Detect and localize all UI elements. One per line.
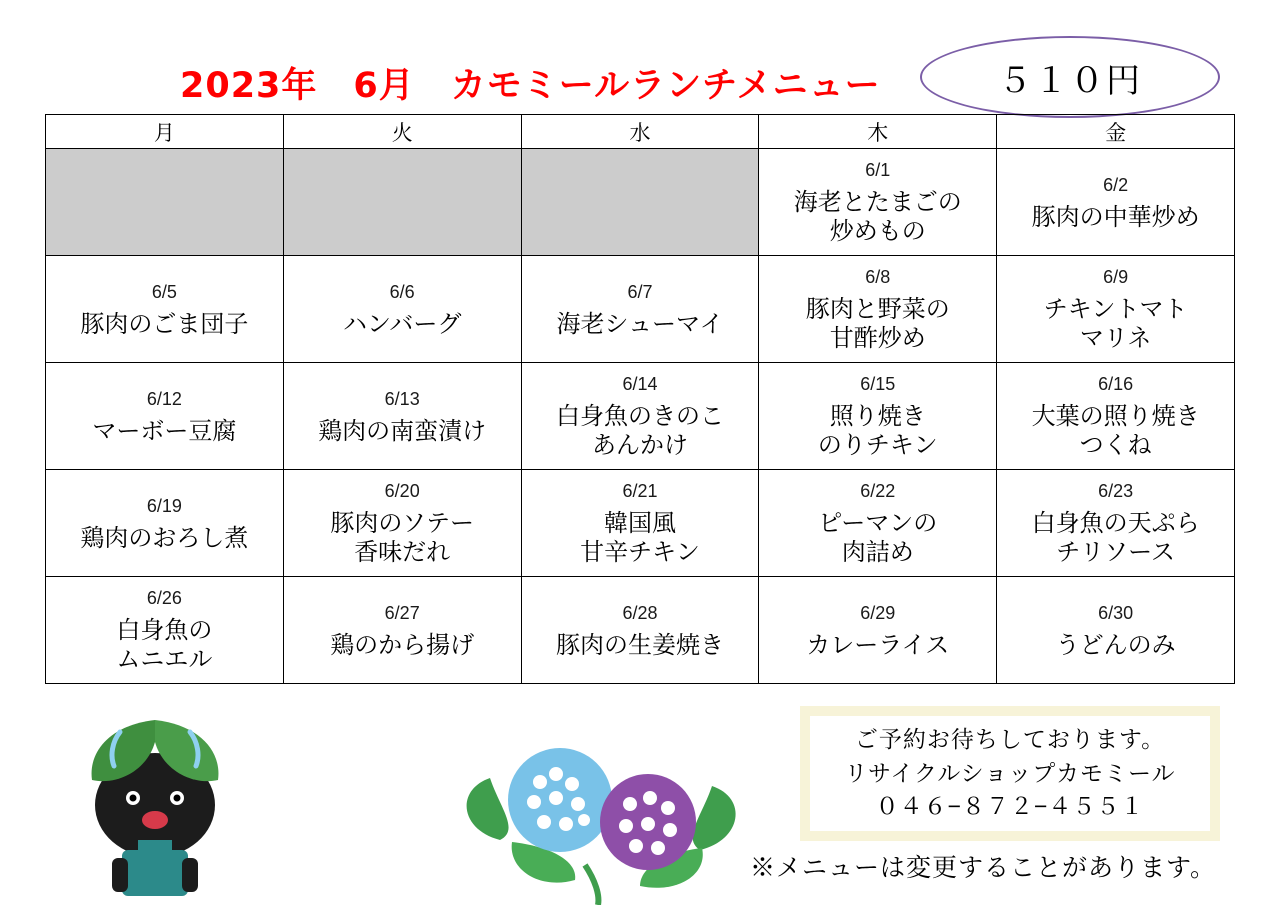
column-header-0: 月	[46, 115, 284, 149]
menu-cell-date: 6/20	[384, 481, 420, 502]
menu-cell-item: 豚肉のソテー 香味だれ	[330, 510, 474, 567]
menu-cell	[759, 256, 997, 363]
menu-cell-item: ハンバーグ	[343, 310, 462, 338]
menu-cell-date: 6/1	[865, 160, 891, 181]
menu-cell-date: 6/23	[1098, 481, 1134, 502]
table-row	[46, 256, 1235, 363]
menu-cell	[521, 470, 759, 577]
leaf-mascot-icon	[92, 720, 219, 896]
menu-cell-date: 6/14	[622, 374, 658, 395]
menu-cell-item: ピーマンの 肉詰め	[818, 510, 938, 567]
menu-cell	[759, 363, 997, 470]
contact-line-reservation: ご予約お待ちしております。	[854, 726, 1166, 753]
contact-line-phone: ０４６−８７２−４５５１	[875, 793, 1145, 820]
menu-cell-item: チキントマト マリネ	[1043, 296, 1188, 353]
hydrangea-flowers-icon	[467, 748, 736, 905]
menu-cell-item: 豚肉のごま団子	[80, 310, 249, 338]
menu-cell-date: 6/16	[1098, 374, 1134, 395]
menu-cell-date: 6/22	[860, 481, 896, 502]
menu-cell-date: 6/28	[622, 603, 658, 624]
menu-cell-item: 豚肉の中華炒め	[1031, 203, 1200, 231]
menu-cell-item: うどんのみ	[1055, 631, 1176, 659]
menu-cell-empty	[283, 149, 521, 256]
menu-cell-date: 6/19	[146, 496, 182, 517]
menu-cell	[521, 363, 759, 470]
menu-cell	[521, 256, 759, 363]
menu-cell-item: 海老とたまごの 炒めもの	[793, 189, 962, 246]
menu-cell	[46, 470, 284, 577]
menu-cell-item: 韓国風 甘辛チキン	[580, 510, 700, 567]
menu-cell	[283, 577, 521, 684]
menu-cell-item: カレーライス	[806, 631, 950, 659]
menu-cell	[283, 470, 521, 577]
menu-cell-item: 鶏肉の南蛮漬け	[318, 417, 487, 445]
menu-cell	[46, 577, 284, 684]
menu-cell-date: 6/29	[860, 603, 896, 624]
menu-cell	[46, 363, 284, 470]
table-row	[46, 577, 1235, 684]
column-header-4: 金	[997, 115, 1235, 149]
contact-line-shopname: リサイクルショップカモミール	[844, 759, 1176, 786]
menu-cell-date: 6/30	[1098, 603, 1134, 624]
menu-cell-item: 豚肉の生姜焼き	[555, 631, 724, 659]
menu-cell-empty	[521, 149, 759, 256]
column-header-1: 火	[283, 115, 521, 149]
menu-cell-item: 海老シューマイ	[556, 310, 724, 338]
menu-cell	[997, 363, 1235, 470]
menu-cell	[759, 577, 997, 684]
menu-cell-item: 照り焼き のりチキン	[817, 403, 938, 460]
price-badge	[920, 36, 1220, 118]
price-label: ５１０円	[998, 61, 1142, 100]
menu-cell-date: 6/26	[146, 588, 182, 609]
table-header-row	[46, 115, 1235, 149]
menu-cell-date: 6/12	[146, 389, 182, 410]
menu-table	[45, 114, 1235, 684]
table-row	[46, 363, 1235, 470]
menu-cell	[46, 256, 284, 363]
menu-cell-item: 白身魚の天ぷら チリソース	[1031, 510, 1200, 567]
menu-cell-date: 6/6	[389, 282, 415, 303]
menu-cell	[997, 149, 1235, 256]
menu-cell-item: 大葉の照り焼き つくね	[1031, 403, 1200, 460]
menu-cell-date: 6/8	[865, 267, 891, 288]
menu-change-note: ※メニューは変更することがあります。	[750, 854, 1217, 882]
table-row	[46, 470, 1235, 577]
menu-cell	[759, 470, 997, 577]
menu-cell-item: 白身魚のきのこ あんかけ	[555, 403, 724, 460]
menu-cell-date: 6/2	[1103, 175, 1129, 196]
menu-cell	[283, 363, 521, 470]
menu-cell-item: 豚肉と野菜の 甘酢炒め	[805, 296, 950, 353]
menu-cell-item: 鶏のから揚げ	[330, 631, 475, 659]
menu-cell-date: 6/5	[151, 282, 177, 303]
menu-cell-date: 6/21	[622, 481, 658, 502]
contact-box	[800, 706, 1220, 841]
column-header-2: 水	[521, 115, 759, 149]
menu-cell-date: 6/13	[384, 389, 420, 410]
menu-cell-item: 鶏肉のおろし煮	[80, 524, 249, 552]
menu-cell	[997, 470, 1235, 577]
menu-cell-item: 白身魚の ムニエル	[116, 617, 213, 674]
menu-cell-date: 6/7	[627, 282, 653, 303]
menu-cell-date: 6/15	[860, 374, 896, 395]
menu-cell	[759, 149, 997, 256]
menu-cell	[521, 577, 759, 684]
table-row	[46, 149, 1235, 256]
column-header-3: 木	[759, 115, 997, 149]
menu-cell-date: 6/9	[1103, 267, 1129, 288]
menu-cell	[997, 256, 1235, 363]
page-title: 2023年 6月 カモミールランチメニュー	[180, 66, 881, 106]
menu-cell	[997, 577, 1235, 684]
menu-cell-date: 6/27	[384, 603, 420, 624]
page-header	[0, 24, 1280, 106]
menu-cell-item: マーボー豆腐	[92, 417, 237, 445]
menu-cell-empty	[46, 149, 284, 256]
menu-cell	[283, 256, 521, 363]
